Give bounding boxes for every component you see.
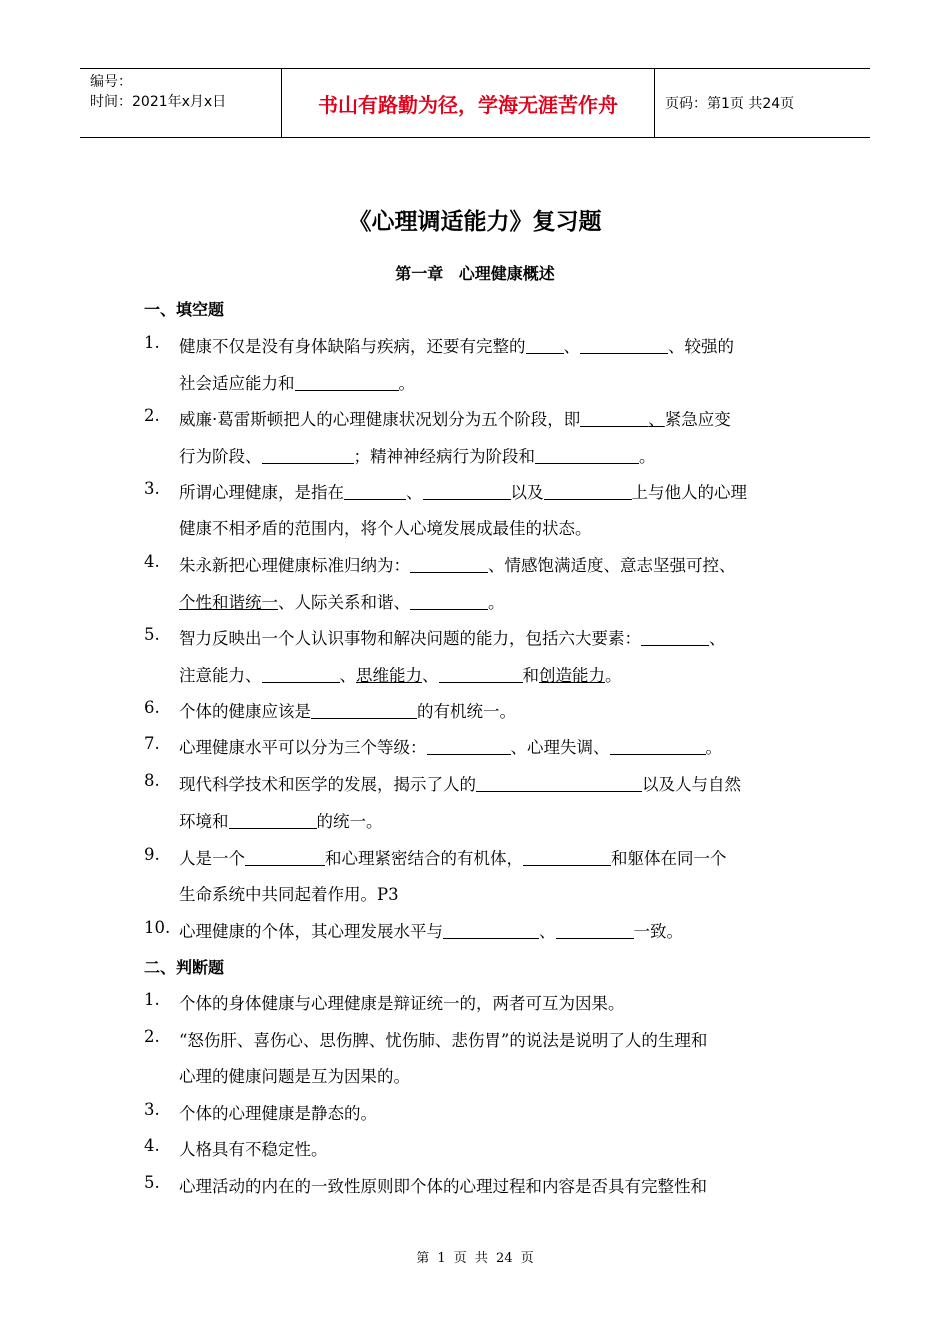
fill-q8-line1: 现代科学技术和医学的发展，揭示了人的 以及人与自然 [179, 775, 741, 794]
document-title: 《心理调适能力》复习题 [348, 209, 602, 235]
judge-q1-line1: 个体的身体健康与心理健康是辩证统一的，两者可互为因果。 [179, 994, 625, 1013]
header-table [80, 68, 870, 138]
fill-q10-line1: 心理健康的个体，其心理发展水平与 、 一致。 [179, 922, 683, 941]
fill-q2-number: 2. [144, 406, 160, 425]
section-judge-heading: 二、判断题 [144, 958, 225, 977]
page-label: 页码：第1页 共24页 [665, 96, 795, 112]
fill-q9-line2: 生命系统中共同起着作用。P3 [179, 885, 399, 904]
motto: 书山有路勤为径，学海无涯苦作舟 [318, 92, 618, 117]
fill-q8-line2: 环境和 的统一。 [179, 812, 383, 831]
fill-q1-line2: 社会适应能力和 。 [179, 374, 415, 393]
header-left-cell [80, 69, 281, 137]
fill-q6-number: 6. [144, 698, 160, 717]
fill-q8-number: 8. [144, 771, 160, 790]
fill-q4-line1: 朱永新把心理健康标准归纳为： 、情感饱满适度、意志坚强可控、 [179, 556, 736, 575]
fill-q10-number: 10. [144, 918, 171, 937]
fill-q7-line1: 心理健康水平可以分为三个等级： 、心理失调、 。 [179, 738, 722, 757]
fill-q6-line1: 个体的健康应该是 的有机统一。 [179, 702, 516, 721]
chapter-heading: 第一章 心理健康概述 [395, 264, 555, 283]
judge-q2-number: 2. [144, 1027, 160, 1046]
fill-q4-line2: 个性和谐统一、人际关系和谐、 。 [179, 593, 505, 612]
fill-q5-line1: 智力反映出一个人认识事物和解决问题的能力，包括六大要素： 、 [179, 629, 726, 648]
fill-q4-number: 4. [144, 552, 160, 571]
fill-q5-line2: 注意能力、 、思维能力、 和创造能力。 [179, 666, 622, 685]
fill-q1-line1: 健康不仅是没有身体缺陷与疾病，还要有完整的 、 、较强的 [179, 337, 734, 356]
judge-q4-number: 4. [144, 1136, 160, 1155]
serial-label: 编号： [90, 74, 132, 90]
fill-q2-line2: 行为阶段、 ；精神神经病行为阶段和 。 [179, 447, 656, 466]
fill-q9-line1: 人是一个 和心理紧密结合的有机体， 和躯体在同一个 [179, 849, 727, 868]
page-footer: 第 1 页 共 24 页 [416, 1251, 534, 1266]
judge-q3-number: 3. [144, 1100, 160, 1119]
section-fill-heading: 一、填空题 [144, 300, 225, 319]
judge-q5-number: 5. [144, 1173, 160, 1192]
fill-q3-number: 3. [144, 479, 160, 498]
fill-q9-number: 9. [144, 845, 160, 864]
header-page-cell [655, 69, 870, 137]
judge-q5-line1: 心理活动的内在的一致性原则即个体的心理过程和内容是否具有完整性和 [179, 1177, 707, 1196]
judge-q4-line1: 人格具有不稳定性。 [179, 1140, 328, 1159]
judge-q3-line1: 个体的心理健康是静态的。 [179, 1104, 377, 1123]
judge-q2-line1: “怒伤肝、喜伤心、思伤脾、忧伤肺、悲伤胃”的说法是说明了人的生理和 [179, 1031, 708, 1050]
fill-q1-number: 1. [144, 333, 160, 352]
fill-q7-number: 7. [144, 734, 160, 753]
fill-q5-number: 5. [144, 625, 160, 644]
judge-q1-number: 1. [144, 990, 160, 1009]
fill-q3-line1: 所谓心理健康，是指在 、 以及 上与他人的心理 [179, 483, 747, 502]
time-label: 时间：2021年x月x日 [90, 94, 227, 110]
fill-q2-line1: 威廉·葛雷斯顿把人的心理健康状况划分为五个阶段，即 、紧急应变 [179, 410, 731, 429]
fill-q3-line2: 健康不相矛盾的范围内，将个人心境发展成最佳的状态。 [179, 519, 592, 538]
judge-q2-line2: 心理的健康问题是互为因果的。 [179, 1067, 410, 1086]
header-motto-cell [281, 69, 655, 137]
